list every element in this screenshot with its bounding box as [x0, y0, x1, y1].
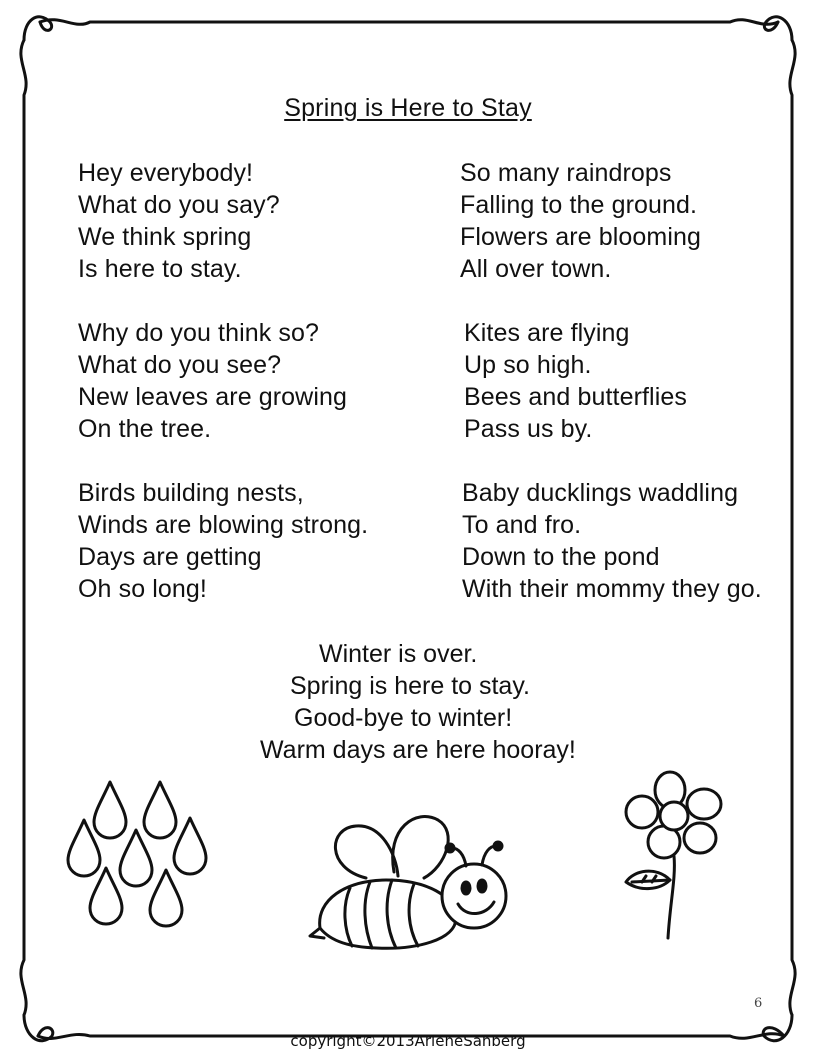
- poem-line: Pass us by.: [464, 415, 593, 443]
- poem-line: Birds building nests,: [78, 479, 304, 507]
- poem-line: Is here to stay.: [78, 255, 242, 283]
- poem-line: Warm days are here hooray!: [260, 736, 576, 764]
- copyright-text: copyright©2013ArleneSanberg: [290, 1032, 526, 1050]
- page-number: 6: [754, 996, 763, 1011]
- poem-line: Winds are blowing strong.: [78, 511, 369, 539]
- poem-line: Falling to the ground.: [460, 191, 698, 219]
- poem-line: We think spring: [78, 223, 252, 251]
- stanza-left-2: [78, 317, 347, 445]
- poem-line: What do you say?: [78, 191, 280, 219]
- stanza-left-1: [78, 157, 280, 285]
- poem-line: Kites are flying: [464, 319, 630, 347]
- poem-line: Baby ducklings waddling: [462, 479, 739, 507]
- poem-line: All over town.: [460, 255, 612, 283]
- poem-line: Oh so long!: [78, 575, 207, 603]
- poem-line: Up so high.: [464, 351, 592, 379]
- poem-line: On the tree.: [78, 415, 212, 443]
- poem-line: Spring is here to stay.: [290, 672, 530, 700]
- poem-line: Good-bye to winter!: [294, 704, 513, 732]
- stanza-final: [0, 638, 816, 766]
- raindrops-icon: [62, 770, 222, 940]
- poem-title: Spring is Here to Stay: [284, 94, 532, 122]
- poem-line: New leaves are growing: [78, 383, 347, 411]
- poem-line: Down to the pond: [462, 543, 660, 571]
- poem-line: Hey everybody!: [78, 159, 254, 187]
- stanza-right-1: [460, 157, 701, 285]
- poem-line: To and fro.: [462, 511, 582, 539]
- poem-line: With their mommy they go.: [462, 575, 762, 603]
- poem-line: Winter is over.: [319, 640, 478, 668]
- bee-icon: [306, 808, 516, 958]
- poem-line: Bees and butterflies: [464, 383, 687, 411]
- poem-line: What do you see?: [78, 351, 282, 379]
- poem-line: Flowers are blooming: [460, 223, 701, 251]
- stanza-left-3: [78, 477, 368, 605]
- poem-line: So many raindrops: [460, 159, 672, 187]
- stanza-right-3: [462, 477, 762, 605]
- poem-line: Days are getting: [78, 543, 262, 571]
- flower-icon: [620, 768, 740, 943]
- stanza-right-2: [464, 317, 687, 445]
- poem-line: Why do you think so?: [78, 319, 320, 347]
